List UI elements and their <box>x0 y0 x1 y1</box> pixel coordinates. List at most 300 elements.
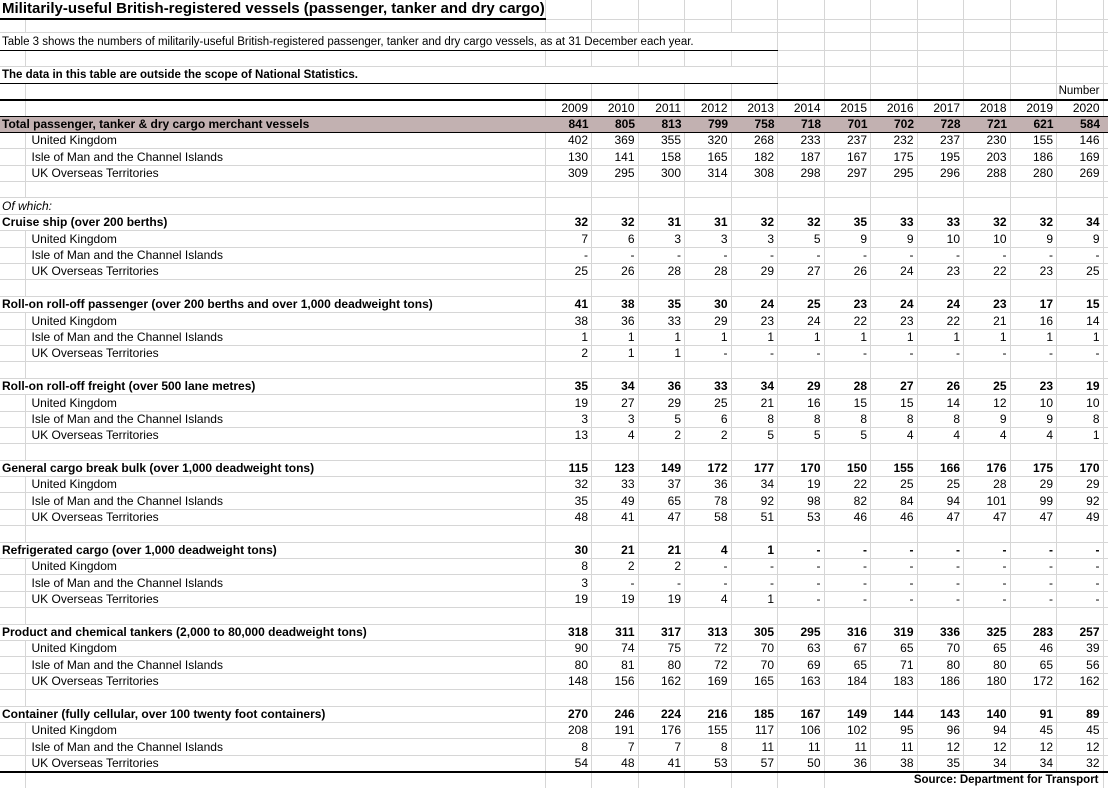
value-cell: 224 <box>638 706 685 722</box>
value-cell: 4 <box>685 542 732 558</box>
value-cell: 6 <box>685 411 732 427</box>
value-cell: - <box>685 559 732 575</box>
row-label: Isle of Man and the Channel Islands <box>25 657 545 673</box>
value-cell: 165 <box>685 149 732 165</box>
section-header-row <box>0 214 1108 230</box>
value-cell: 721 <box>964 116 1011 132</box>
value-cell: 27 <box>778 264 825 280</box>
value-cell: 176 <box>638 722 685 738</box>
value-cell: 23 <box>964 296 1011 312</box>
data-row <box>0 657 1108 673</box>
year-header: 2016 <box>871 100 918 117</box>
source-label: Source: Department for Transport <box>824 772 1103 788</box>
value-cell: 268 <box>731 132 778 148</box>
value-cell: - <box>778 575 825 591</box>
value-cell: 1 <box>545 329 592 345</box>
row-label: Roll-on roll-off passenger (over 200 berths and over 1,000 deadweight tons) <box>0 296 545 312</box>
unit-row <box>0 83 1108 100</box>
value-cell: 185 <box>731 706 778 722</box>
value-cell: 296 <box>917 165 964 181</box>
value-cell: - <box>1057 559 1104 575</box>
data-row <box>0 149 1108 165</box>
value-cell: 34 <box>731 378 778 394</box>
value-cell: 187 <box>778 149 825 165</box>
value-cell: 47 <box>1010 509 1057 525</box>
value-cell: 91 <box>1010 706 1057 722</box>
value-cell: - <box>638 575 685 591</box>
value-cell: 30 <box>685 296 732 312</box>
value-cell: 45 <box>1057 722 1104 738</box>
spacer-row <box>0 182 1108 198</box>
data-row <box>0 559 1108 575</box>
section-header-row <box>0 378 1108 394</box>
value-cell: 34 <box>1010 755 1057 772</box>
value-cell: - <box>917 559 964 575</box>
value-cell: 182 <box>731 149 778 165</box>
value-cell: 34 <box>1057 214 1104 230</box>
value-cell: 184 <box>824 673 871 689</box>
data-row <box>0 132 1108 148</box>
data-row <box>0 264 1108 280</box>
value-cell: 208 <box>545 722 592 738</box>
value-cell: 48 <box>592 755 639 772</box>
value-cell: 1 <box>685 329 732 345</box>
value-cell: 24 <box>731 296 778 312</box>
section-header-row <box>0 624 1108 640</box>
value-cell: 23 <box>731 313 778 329</box>
value-cell: 41 <box>592 509 639 525</box>
value-cell: 1 <box>638 345 685 361</box>
value-cell: - <box>871 247 918 263</box>
value-cell: - <box>1057 345 1104 361</box>
value-cell: 25 <box>871 477 918 493</box>
value-cell: - <box>778 247 825 263</box>
value-cell: 130 <box>545 149 592 165</box>
value-cell: 325 <box>964 624 1011 640</box>
spacer-row <box>0 608 1108 624</box>
value-cell: 65 <box>638 493 685 509</box>
data-row <box>0 509 1108 525</box>
value-cell: 169 <box>1057 149 1104 165</box>
value-cell: 841 <box>545 116 592 132</box>
value-cell: 7 <box>638 739 685 755</box>
value-cell: 233 <box>778 132 825 148</box>
value-cell: - <box>731 559 778 575</box>
value-cell: 89 <box>1057 706 1104 722</box>
value-cell: 24 <box>778 313 825 329</box>
spacer-row <box>0 280 1108 296</box>
value-cell: 295 <box>871 165 918 181</box>
value-cell: 32 <box>545 214 592 230</box>
value-cell: 33 <box>685 378 732 394</box>
value-cell: 92 <box>731 493 778 509</box>
value-cell: 115 <box>545 460 592 476</box>
value-cell: - <box>1010 575 1057 591</box>
value-cell: 49 <box>1057 509 1104 525</box>
value-cell: 69 <box>778 657 825 673</box>
value-cell: 70 <box>731 657 778 673</box>
value-cell: 313 <box>685 624 732 640</box>
value-cell: - <box>685 247 732 263</box>
value-cell: 162 <box>1057 673 1104 689</box>
value-cell: 102 <box>824 722 871 738</box>
value-cell: 15 <box>1057 296 1104 312</box>
value-cell: 9 <box>824 231 871 247</box>
section-header-row <box>0 706 1108 722</box>
value-cell <box>964 198 1011 214</box>
value-cell: 27 <box>592 395 639 411</box>
value-cell: 35 <box>638 296 685 312</box>
value-cell: 280 <box>1010 165 1057 181</box>
row-label: Product and chemical tankers (2,000 to 80,000 deadweight tons) <box>0 624 545 640</box>
table-description: Table 3 shows the numbers of militarily-useful British-registered passenger, tanker and dry cargo vessels, as at 31 December each year. <box>0 32 778 50</box>
value-cell: - <box>871 542 918 558</box>
value-cell: 319 <box>871 624 918 640</box>
value-cell: 28 <box>638 264 685 280</box>
value-cell: 22 <box>824 477 871 493</box>
value-cell: - <box>871 591 918 607</box>
value-cell: - <box>731 575 778 591</box>
row-label: UK Overseas Territories <box>25 264 545 280</box>
row-label: United Kingdom <box>25 477 545 493</box>
value-cell: 80 <box>964 657 1011 673</box>
value-cell: 54 <box>545 755 592 772</box>
value-cell: 150 <box>824 460 871 476</box>
value-cell <box>871 198 918 214</box>
value-cell: 17 <box>1010 296 1057 312</box>
data-row <box>0 345 1108 361</box>
value-cell: - <box>964 542 1011 558</box>
value-cell: 33 <box>592 477 639 493</box>
value-cell: 24 <box>871 296 918 312</box>
value-cell: - <box>1010 247 1057 263</box>
value-cell: 46 <box>1010 641 1057 657</box>
value-cell: 19 <box>778 477 825 493</box>
value-cell: 75 <box>638 641 685 657</box>
value-cell: 23 <box>871 313 918 329</box>
value-cell: - <box>731 247 778 263</box>
value-cell: 813 <box>638 116 685 132</box>
value-cell: 57 <box>731 755 778 772</box>
value-cell: 308 <box>731 165 778 181</box>
value-cell: 5 <box>731 427 778 443</box>
value-cell: - <box>917 247 964 263</box>
value-cell: 728 <box>917 116 964 132</box>
value-cell: 246 <box>592 706 639 722</box>
value-cell: 32 <box>964 214 1011 230</box>
value-cell: 1 <box>592 345 639 361</box>
value-cell: 2 <box>638 559 685 575</box>
spacer-row <box>0 362 1108 378</box>
value-cell: 67 <box>824 641 871 657</box>
note-row <box>0 66 1108 83</box>
unit-label: Number <box>1057 83 1104 100</box>
value-cell: 149 <box>638 460 685 476</box>
value-cell: 11 <box>731 739 778 755</box>
value-cell: 72 <box>685 641 732 657</box>
value-cell: 316 <box>824 624 871 640</box>
value-cell: 32 <box>545 477 592 493</box>
value-cell: 99 <box>1010 493 1057 509</box>
value-cell: 65 <box>824 657 871 673</box>
value-cell: 162 <box>638 673 685 689</box>
data-row <box>0 427 1108 443</box>
value-cell: 1 <box>917 329 964 345</box>
value-cell: 4 <box>685 591 732 607</box>
value-cell: 203 <box>964 149 1011 165</box>
data-row <box>0 395 1108 411</box>
value-cell: 305 <box>731 624 778 640</box>
year-header: 2014 <box>778 100 825 117</box>
value-cell: 23 <box>1010 378 1057 394</box>
year-header: 2019 <box>1010 100 1057 117</box>
value-cell: 12 <box>1010 739 1057 755</box>
row-label: United Kingdom <box>25 313 545 329</box>
value-cell: 167 <box>778 706 825 722</box>
value-cell: 63 <box>778 641 825 657</box>
section-header-row <box>0 542 1108 558</box>
value-cell: 170 <box>1057 460 1104 476</box>
row-label: United Kingdom <box>25 395 545 411</box>
value-cell: 19 <box>638 591 685 607</box>
value-cell: 320 <box>685 132 732 148</box>
value-cell: 701 <box>824 116 871 132</box>
value-cell: 1 <box>778 329 825 345</box>
row-label: Isle of Man and the Channel Islands <box>25 493 545 509</box>
value-cell <box>778 198 825 214</box>
value-cell: 80 <box>545 657 592 673</box>
value-cell: - <box>1057 591 1104 607</box>
value-cell: 65 <box>964 641 1011 657</box>
value-cell: 70 <box>731 641 778 657</box>
value-cell: 22 <box>917 313 964 329</box>
value-cell: 14 <box>1057 313 1104 329</box>
value-cell: 10 <box>917 231 964 247</box>
value-cell: 4 <box>1010 427 1057 443</box>
value-cell: 28 <box>685 264 732 280</box>
value-cell: - <box>964 575 1011 591</box>
value-cell: 175 <box>871 149 918 165</box>
data-row <box>0 477 1108 493</box>
value-cell: 805 <box>592 116 639 132</box>
value-cell: 32 <box>778 214 825 230</box>
value-cell: 7 <box>592 739 639 755</box>
data-row <box>0 329 1108 345</box>
value-cell: 39 <box>1057 641 1104 657</box>
value-cell: 94 <box>917 493 964 509</box>
row-label: UK Overseas Territories <box>25 591 545 607</box>
value-cell: 19 <box>1057 378 1104 394</box>
value-cell: - <box>1057 247 1104 263</box>
value-cell: - <box>964 559 1011 575</box>
spacer-row <box>0 526 1108 542</box>
table-body <box>0 116 1108 772</box>
value-cell <box>1010 198 1057 214</box>
value-cell: 176 <box>964 460 1011 476</box>
value-cell: 12 <box>1057 739 1104 755</box>
value-cell: 90 <box>545 641 592 657</box>
value-cell: 9 <box>1010 411 1057 427</box>
value-cell: - <box>824 575 871 591</box>
value-cell: 19 <box>545 591 592 607</box>
value-cell: - <box>778 591 825 607</box>
subtitle-row <box>0 32 1108 50</box>
value-cell: 177 <box>731 460 778 476</box>
value-cell <box>545 198 592 214</box>
value-cell: 336 <box>917 624 964 640</box>
value-cell: 402 <box>545 132 592 148</box>
spacer-row <box>0 444 1108 460</box>
value-cell: 186 <box>1010 149 1057 165</box>
value-cell: - <box>964 345 1011 361</box>
value-cell: 758 <box>731 116 778 132</box>
section-header-row <box>0 460 1108 476</box>
value-cell: 183 <box>871 673 918 689</box>
value-cell: 143 <box>917 706 964 722</box>
value-cell: 34 <box>731 477 778 493</box>
value-cell <box>1057 198 1104 214</box>
value-cell: 123 <box>592 460 639 476</box>
value-cell: 4 <box>871 427 918 443</box>
value-cell: - <box>638 247 685 263</box>
value-cell: 314 <box>685 165 732 181</box>
value-cell: 117 <box>731 722 778 738</box>
value-cell: 12 <box>964 739 1011 755</box>
value-cell: 165 <box>731 673 778 689</box>
value-cell: 167 <box>824 149 871 165</box>
value-cell: 230 <box>964 132 1011 148</box>
value-cell: 140 <box>964 706 1011 722</box>
value-cell: 72 <box>685 657 732 673</box>
value-cell: 24 <box>917 296 964 312</box>
value-cell: 21 <box>592 542 639 558</box>
value-cell: 3 <box>731 231 778 247</box>
data-row <box>0 673 1108 689</box>
value-cell: 1 <box>871 329 918 345</box>
value-cell: - <box>824 345 871 361</box>
value-cell <box>731 198 778 214</box>
value-cell: 297 <box>824 165 871 181</box>
value-cell: 584 <box>1057 116 1104 132</box>
value-cell: 46 <box>824 509 871 525</box>
value-cell: 369 <box>592 132 639 148</box>
value-cell: 81 <box>592 657 639 673</box>
value-cell: 3 <box>592 411 639 427</box>
value-cell: 195 <box>917 149 964 165</box>
year-header: 2011 <box>638 100 685 117</box>
value-cell: - <box>964 247 1011 263</box>
value-cell: 78 <box>685 493 732 509</box>
value-cell: 8 <box>778 411 825 427</box>
value-cell: 166 <box>917 460 964 476</box>
value-cell: 9 <box>871 231 918 247</box>
value-cell: - <box>824 542 871 558</box>
value-cell: 8 <box>917 411 964 427</box>
section-header-row <box>0 296 1108 312</box>
value-cell: - <box>778 559 825 575</box>
value-cell: 2 <box>545 345 592 361</box>
value-cell: 30 <box>545 542 592 558</box>
value-cell: 180 <box>964 673 1011 689</box>
value-cell: 172 <box>1010 673 1057 689</box>
value-cell: - <box>917 575 964 591</box>
row-label: Of which: <box>0 198 545 214</box>
of-which-row <box>0 198 1108 214</box>
row-label: Refrigerated cargo (over 1,000 deadweight tons) <box>0 542 545 558</box>
value-cell: 53 <box>685 755 732 772</box>
value-cell: 148 <box>545 673 592 689</box>
value-cell: 29 <box>1057 477 1104 493</box>
data-row <box>0 247 1108 263</box>
row-label: Cruise ship (over 200 berths) <box>0 214 545 230</box>
value-cell: 216 <box>685 706 732 722</box>
value-cell <box>917 198 964 214</box>
value-cell: 106 <box>778 722 825 738</box>
value-cell: 317 <box>638 624 685 640</box>
value-cell: - <box>917 591 964 607</box>
value-cell: 29 <box>685 313 732 329</box>
value-cell: 26 <box>592 264 639 280</box>
value-cell: 29 <box>638 395 685 411</box>
value-cell: 298 <box>778 165 825 181</box>
value-cell: 144 <box>871 706 918 722</box>
value-cell: 41 <box>638 755 685 772</box>
value-cell: 65 <box>871 641 918 657</box>
value-cell: 1 <box>592 329 639 345</box>
value-cell: 28 <box>824 378 871 394</box>
source-row <box>0 772 1108 788</box>
spacer-row <box>0 50 1108 66</box>
value-cell: 1 <box>731 329 778 345</box>
value-cell: 32 <box>731 214 778 230</box>
value-cell: - <box>824 559 871 575</box>
row-label: Container (fully cellular, over 100 twenty foot containers) <box>0 706 545 722</box>
value-cell: 6 <box>592 231 639 247</box>
value-cell: 80 <box>917 657 964 673</box>
value-cell: 10 <box>964 231 1011 247</box>
value-cell: - <box>778 542 825 558</box>
value-cell: 65 <box>1010 657 1057 673</box>
value-cell: 70 <box>917 641 964 657</box>
value-cell: 1 <box>1057 329 1104 345</box>
value-cell: - <box>1057 542 1104 558</box>
value-cell: 8 <box>871 411 918 427</box>
value-cell: 10 <box>1057 395 1104 411</box>
value-cell: 92 <box>1057 493 1104 509</box>
title-row <box>0 0 1108 19</box>
spacer-row <box>0 690 1108 706</box>
value-cell: - <box>917 345 964 361</box>
data-row <box>0 231 1108 247</box>
value-cell: 25 <box>778 296 825 312</box>
value-cell: 32 <box>1010 214 1057 230</box>
value-cell: 58 <box>685 509 732 525</box>
value-cell: 35 <box>917 755 964 772</box>
value-cell: - <box>592 247 639 263</box>
value-cell: - <box>1010 559 1057 575</box>
year-header: 2010 <box>592 100 639 117</box>
value-cell: 5 <box>824 427 871 443</box>
value-cell <box>638 198 685 214</box>
value-cell: 37 <box>638 477 685 493</box>
value-cell: 8 <box>731 411 778 427</box>
value-cell: - <box>731 345 778 361</box>
value-cell: 3 <box>638 231 685 247</box>
data-row <box>0 641 1108 657</box>
value-cell: 191 <box>592 722 639 738</box>
value-cell: - <box>1010 345 1057 361</box>
value-cell: 45 <box>1010 722 1057 738</box>
